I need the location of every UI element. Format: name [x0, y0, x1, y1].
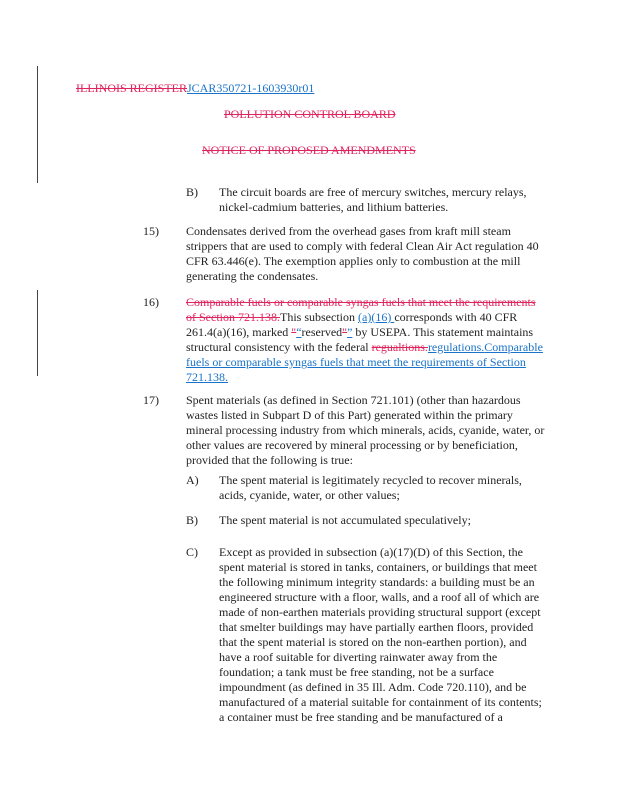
item-a-text	[219, 473, 589, 503]
change-bar	[37, 290, 38, 376]
text: structural consistency with the federal	[186, 340, 372, 354]
item-15-text	[186, 224, 586, 284]
text-line: made of non-earthen materials providing structural support (except	[219, 605, 541, 619]
inserted-text: 721.138.	[186, 370, 228, 384]
text-line: acids, cyanide, water, or other values;	[219, 488, 400, 502]
change-bar	[37, 66, 38, 183]
text-line: CFR 63.446(e). The exemption applies only to combustion at the mill	[186, 254, 521, 268]
register-header	[76, 81, 314, 96]
register-deleted: ILLINOIS REGISTER	[76, 81, 187, 95]
item-label: 17)	[143, 393, 159, 407]
text-line: wastes listed in Subpart D of this Part) generated within the primary	[186, 408, 513, 422]
item-label: 15)	[143, 224, 159, 238]
deleted-text: "	[291, 325, 297, 339]
text-line: manufactured of a material suitable for containment of its contents;	[219, 695, 542, 709]
notice-title: NOTICE OF PROPOSED AMENDMENTS	[202, 143, 416, 157]
board-title: POLLUTION CONTROL BOARD	[224, 107, 396, 121]
text-line: Condensates derived from the overhead gases from kraft mill steam	[186, 224, 511, 238]
text: reserved	[301, 325, 343, 339]
item-label: A)	[186, 473, 199, 487]
text-line: engineered structure with a floor, walls, and a roof all of which are	[219, 590, 540, 604]
text-line: that the spent material is stored on the non-earthen portion), and	[219, 635, 527, 649]
item-label: 16)	[143, 295, 159, 309]
text-line: impoundment (as defined in 35 Ill. Adm. Code 720.110), and be	[219, 680, 527, 694]
item-label: B)	[186, 185, 198, 199]
text-line: The spent material is legitimately recycled to recover minerals,	[219, 473, 522, 487]
text-line: The spent material is not accumulated speculatively;	[219, 513, 471, 527]
item-b-text	[219, 185, 579, 215]
text-line: the following minimum integrity standards: a building must be an	[219, 575, 535, 589]
text: corresponds with 40 CFR	[394, 310, 518, 324]
text-line: that smelter buildings may have partially earthen floors, provided	[219, 620, 534, 634]
text-line: other values are recovered by mineral processing or by beneficiation,	[186, 438, 518, 452]
inserted-text: fuels or comparable syngas fuels that meet the requirements of Section	[186, 355, 526, 369]
inserted-text: “	[296, 325, 302, 339]
inserted-text: Comparable	[484, 340, 543, 354]
deleted-text: "	[342, 325, 348, 339]
text-line: spent material is stored in tanks, containers, or buildings that meet	[219, 560, 537, 574]
item-label: C)	[186, 545, 198, 559]
item-16-text	[186, 295, 586, 385]
register-inserted: JCAR350721-1603930r01	[187, 81, 315, 95]
text-line: a container must be free standing and be manufactured of a	[219, 710, 503, 724]
deleted-text: Comparable fuels or comparable syngas fuels that meet the requirements	[186, 295, 536, 309]
text-line: strippers that are used to comply with federal Clean Air Act regulation 40	[186, 239, 539, 253]
text: 261.4(a)(16), marked	[186, 325, 292, 339]
text: This subsection	[280, 310, 358, 324]
inserted-text: (a)(16)	[358, 310, 395, 324]
inserted-text: ”	[347, 325, 353, 339]
text-line: have a roof suitable for diverting rainwater away from the	[219, 650, 498, 664]
item-label: B)	[186, 513, 198, 527]
item-b2-text	[219, 513, 589, 528]
text-line: generating the condensates.	[186, 269, 319, 283]
text-line: nickel-cadmium batteries, and lithium batteries.	[219, 200, 449, 214]
text-line: Spent materials (as defined in Section 721.101) (other than hazardous	[186, 393, 521, 407]
item-c-text	[219, 545, 594, 725]
text-line: provided that the following is true:	[186, 453, 353, 467]
text-line: Except as provided in subsection (a)(17)(D) of this Section, the	[219, 545, 523, 559]
inserted-text: regulations.	[427, 340, 485, 354]
deleted-text: of Section 721.138.	[186, 310, 280, 324]
item-17-text	[186, 393, 586, 468]
text-line: foundation; a tank must be free standing, not be a surface	[219, 665, 494, 679]
text-line: mineral processing industry from which minerals, acids, cyanide, water, or	[186, 423, 545, 437]
deleted-text: regualtions.	[371, 340, 428, 354]
text: by USEPA. This statement maintains	[352, 325, 534, 339]
text-line: The circuit boards are free of mercury switches, mercury relays,	[219, 185, 527, 199]
